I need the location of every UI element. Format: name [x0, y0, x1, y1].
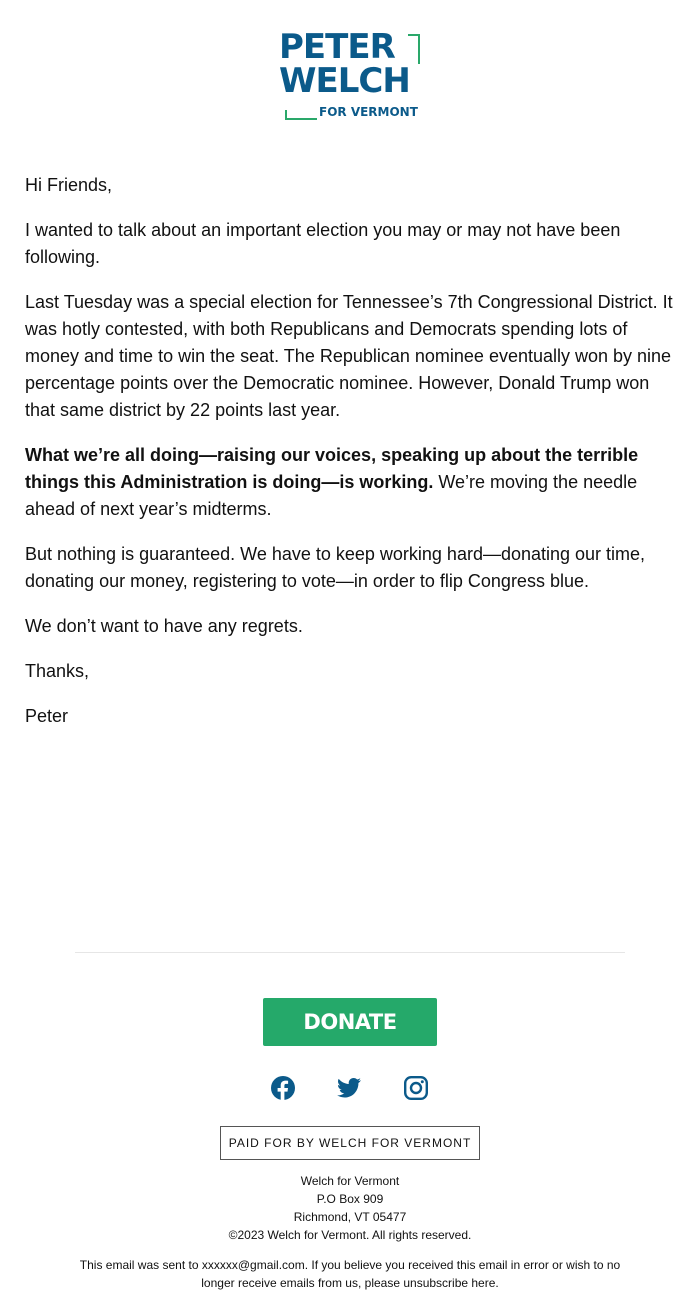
facebook-icon[interactable]	[270, 1075, 296, 1101]
signoff: Thanks,	[25, 661, 90, 681]
social-links	[0, 1075, 700, 1101]
unsubscribe-note: This email was sent to xxxxxx@gmail.com. If you believe you received this email in error or wish to no longer receive emails from us, please unsubscribe here.	[79, 1258, 621, 1290]
paragraph-2: Last Tuesday was a special election for Tennessee’s 7th Congressional District. It was hotly contested, with both Republicans and Democrats spending lots of money and time to win the seat. The Republican nominee eventually won by nine percentage points over the Democratic nominee. However, Donald Trump won that same district by 22 points last year.	[25, 292, 673, 420]
logo-line-2: WELCH	[279, 61, 410, 101]
twitter-icon[interactable]	[336, 1075, 362, 1101]
signature: Peter	[25, 706, 69, 726]
paragraph-3-bold: What we’re all doing—raising our voices, speaking up about the terrible things this Administration is doing—is working.	[25, 445, 639, 492]
paragraph-1: I wanted to talk about an important election you may or may not have been following.	[25, 220, 621, 267]
address-city: Richmond, VT 05477	[293, 1210, 407, 1224]
donate-button[interactable]: DONATE	[263, 998, 437, 1046]
logo-bracket-top	[408, 34, 420, 64]
footer-divider	[75, 952, 625, 953]
instagram-icon[interactable]	[403, 1075, 429, 1101]
address-po-box: P.O Box 909	[316, 1192, 384, 1206]
mailing-address	[0, 1172, 700, 1244]
copyright: ©2023 Welch for Vermont. All rights reserved.	[228, 1228, 472, 1242]
logo-line-1: PETER	[279, 27, 395, 67]
logo-line-3: FOR VERMONT	[319, 105, 418, 119]
paragraph-4: But nothing is guaranteed. We have to keep working hard—donating our time, donating our money, registering to vote—in order to flip Congress blue.	[25, 544, 646, 591]
campaign-logo	[277, 27, 427, 122]
paragraph-5: We don’t want to have any regrets.	[25, 616, 303, 636]
email-body	[25, 172, 680, 748]
logo-bracket-bottom	[285, 110, 317, 120]
greeting: Hi Friends,	[25, 175, 113, 195]
address-org: Welch for Vermont	[300, 1174, 400, 1188]
paragraph-3-rest: We’re moving the needle ahead of next year’s midterms.	[25, 472, 638, 519]
paragraph-3	[25, 442, 680, 523]
paid-for-disclaimer: PAID FOR BY WELCH FOR VERMONT	[220, 1126, 480, 1160]
